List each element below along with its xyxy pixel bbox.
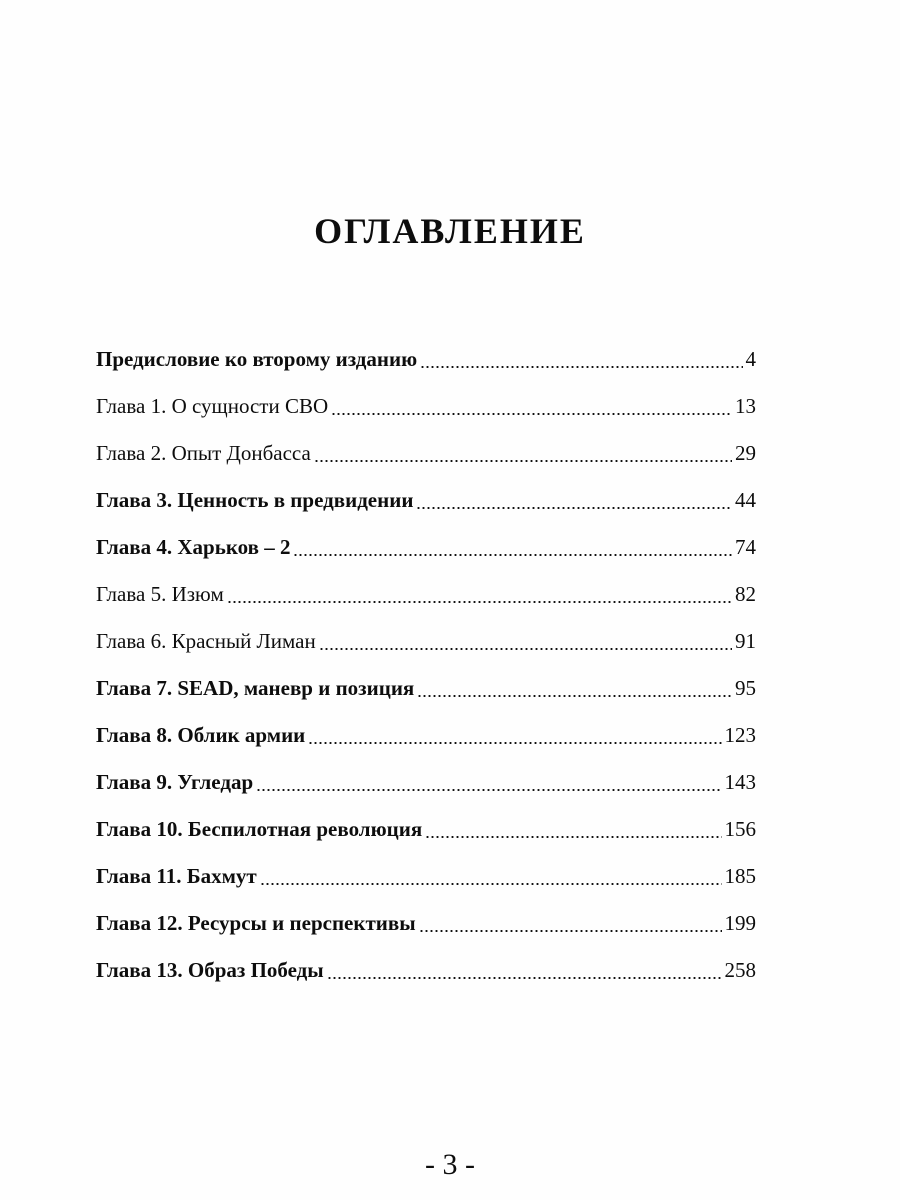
page-number: - 3 -: [425, 1148, 475, 1181]
toc-entry-title: Глава 1. О сущности СВО: [96, 394, 329, 418]
toc-entry-title: Глава 13. Образ Победы: [96, 958, 324, 982]
dot-leader: [419, 930, 722, 932]
toc-entry-page: 143: [724, 770, 756, 794]
dot-leader: [308, 742, 721, 744]
toc-entry-title: Глава 3. Ценность в предвидении: [96, 488, 414, 512]
toc-entry-page: 185: [724, 864, 756, 888]
dot-leader: [260, 883, 722, 885]
toc-entry-page: 44: [735, 488, 756, 512]
toc-entry-page: 29: [735, 441, 756, 465]
toc-entry[interactable]: [96, 759, 756, 806]
dot-leader: [256, 789, 721, 791]
toc-entry[interactable]: [96, 712, 756, 759]
toc-entry-title: Глава 2. Опыт Донбасса: [96, 441, 311, 465]
toc-entry-title: Глава 6. Красный Лиман: [96, 629, 316, 653]
toc-entry-title: Глава 9. Угледар: [96, 770, 254, 794]
toc-entry-title: Глава 4. Харьков – 2: [96, 535, 291, 559]
toc-entry[interactable]: [96, 383, 756, 430]
toc-entry[interactable]: [96, 524, 756, 571]
toc-entry[interactable]: [96, 853, 756, 900]
toc-heading: ОГЛАВЛЕНИЕ: [314, 211, 586, 251]
toc-entry-page: 82: [735, 582, 756, 606]
toc-entry-page: 13: [735, 394, 756, 418]
toc-entry-page: 199: [724, 911, 756, 935]
toc-entry-page: 74: [735, 535, 756, 559]
toc-entry-page: 91: [735, 629, 756, 653]
dot-leader: [293, 554, 732, 556]
dot-leader: [314, 460, 732, 462]
dot-leader: [425, 836, 721, 838]
toc-entry-page: 258: [724, 958, 756, 982]
toc-entry-title: Глава 11. Бахмут: [96, 864, 257, 888]
toc-entry-page: 123: [724, 723, 756, 747]
dot-leader: [417, 695, 732, 697]
dot-leader: [331, 413, 732, 415]
toc-entry[interactable]: [96, 806, 756, 853]
dot-leader: [319, 648, 732, 650]
toc-entry-page: 156: [724, 817, 756, 841]
toc-entry[interactable]: [96, 336, 756, 383]
dot-leader: [416, 507, 732, 509]
toc-entry[interactable]: [96, 571, 756, 618]
toc-entry-title: Предисловие ко второму изданию: [96, 347, 418, 371]
toc-entry-title: Глава 7. SEAD, маневр и позиция: [96, 676, 415, 700]
toc-entry[interactable]: [96, 618, 756, 665]
toc-entry-page: 4: [745, 347, 756, 371]
toc-entry-title: Глава 8. Облик армии: [96, 723, 306, 747]
toc-entry-page: 95: [735, 676, 756, 700]
toc-entry[interactable]: [96, 947, 756, 994]
toc-entry-title: Глава 5. Изюм: [96, 582, 224, 606]
dot-leader: [420, 366, 742, 368]
toc-entry[interactable]: [96, 430, 756, 477]
dot-leader: [227, 601, 732, 603]
toc-entry[interactable]: [96, 665, 756, 712]
table-of-contents: [96, 336, 756, 994]
toc-entry-title: Глава 10. Беспилотная революция: [96, 817, 423, 841]
dot-leader: [327, 977, 722, 979]
toc-entry[interactable]: [96, 477, 756, 524]
toc-entry-title: Глава 12. Ресурсы и перспективы: [96, 911, 416, 935]
toc-entry[interactable]: [96, 900, 756, 947]
